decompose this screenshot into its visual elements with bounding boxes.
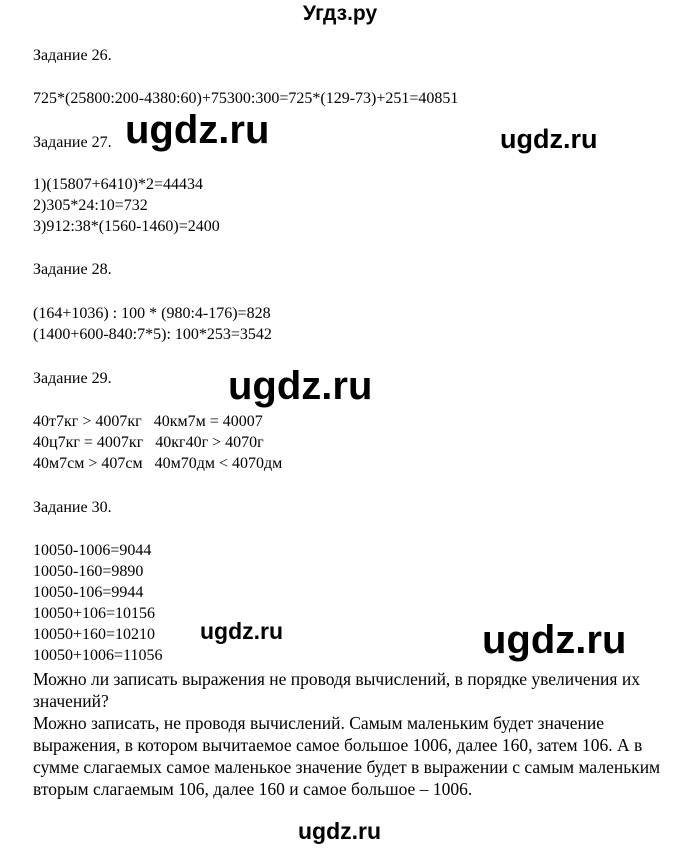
task-30-line-4: 10050+106=10156 — [33, 605, 156, 622]
task-29-line-1: 40т7кг > 4007кг 40км7м = 40007 — [33, 413, 263, 430]
task-27-line-1: 1)(15807+6410)*2=44434 — [33, 176, 204, 193]
watermark: ugdz.ru — [482, 618, 627, 662]
task-30-line-5: 10050+160=10210 — [33, 626, 156, 643]
task-30-answer: Можно записать, не проводя вычислений. Самым маленьким будет значение выражения, в котором вычитаемое самое большое 1006, далее 160, затем 106. А в сумме слагаемых самое маленькое значение будет в выражении с самым маленьким вторым слагаемым 106, далее 160 и самое большое – 1006. — [33, 713, 661, 799]
task-30-line-2: 10050-160=9890 — [33, 563, 144, 580]
watermark: ugdz.ru — [125, 108, 270, 152]
task-30-heading: Задание 30. — [33, 499, 112, 516]
task-30-line-1: 10050-1006=9044 — [33, 542, 152, 559]
watermark: ugdz.ru — [228, 364, 373, 408]
task-26-heading: Задание 26. — [33, 47, 112, 64]
task-30-line-6: 10050+1006=11056 — [33, 647, 163, 664]
task-28-heading: Задание 28. — [33, 261, 112, 278]
task-28-line-1: (164+1036) : 100 * (980:4-176)=828 — [33, 305, 271, 322]
task-26-line-1: 725*(25800:200-4380:60)+75300:300=725*(129-73)+251=40851 — [33, 90, 459, 107]
task-28-line-2: (1400+600-840:7*5): 100*253=3542 — [33, 326, 272, 343]
watermark: ugdz.ru — [298, 818, 382, 844]
watermark: ugdz.ru — [200, 618, 284, 644]
task-29-line-2: 40ц7кг = 4007кг 40кг40г > 4070г — [33, 434, 264, 451]
task-30-line-3: 10050-106=9944 — [33, 584, 144, 601]
task-27-line-2: 2)305*24:10=732 — [33, 197, 148, 214]
task-27-heading: Задание 27. — [33, 134, 112, 151]
watermark: ugdz.ru — [500, 124, 598, 154]
task-30-question: Можно ли записать выражения не проводя вычислений, в порядке увеличения их значений? — [33, 669, 640, 711]
task-27-line-3: 3)912:38*(1560-1460)=2400 — [33, 218, 220, 235]
task-29-line-3: 40м7см > 407см 40м70дм < 4070дм — [33, 455, 283, 472]
task-29-heading: Задание 29. — [33, 370, 112, 387]
site-title: Угдз.ру — [302, 2, 378, 25]
